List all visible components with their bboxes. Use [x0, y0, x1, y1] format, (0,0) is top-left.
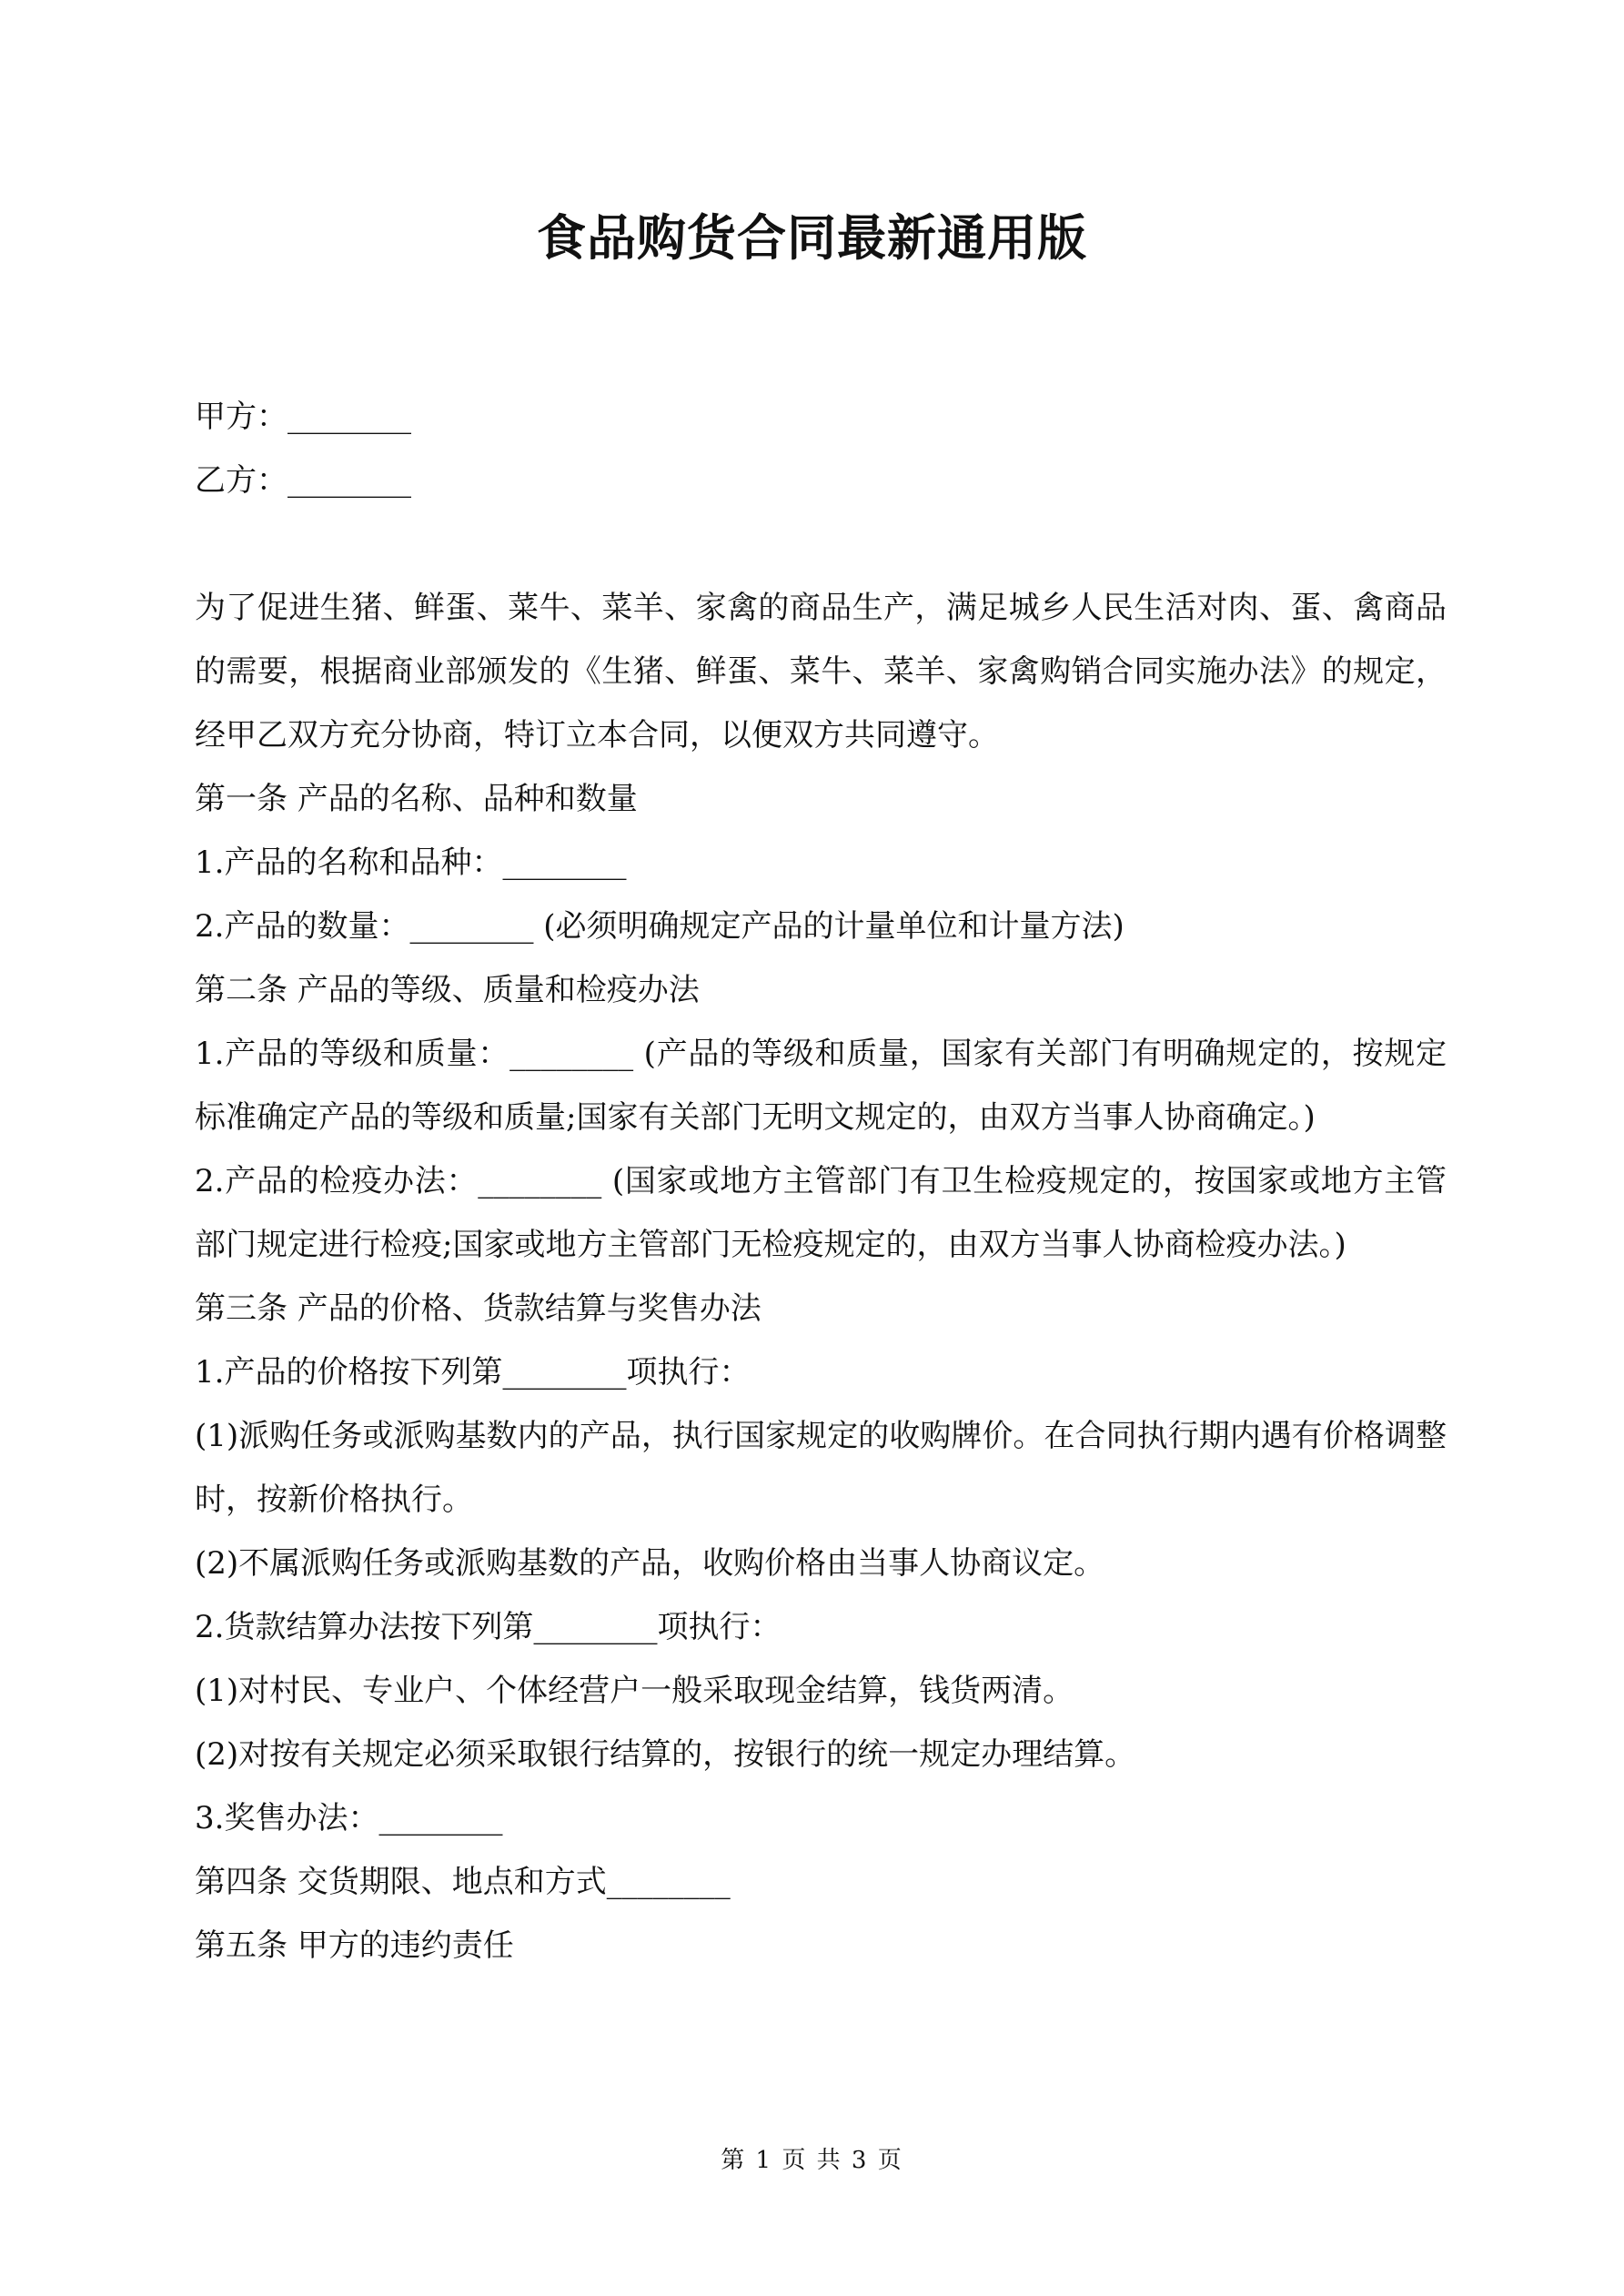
article-3-heading: 第三条 产品的价格、货款结算与奖售办法 — [195, 1290, 762, 1327]
article-2-item-1: 1.产品的等级和质量：________ (产品的等级和质量，国家有关部门有明确规定的，按规定标准确定产品的等级和质量;国家有关部门无明文规定的，由双方当事人协商确定。) — [195, 1036, 1447, 1136]
document-title: 食品购货合同最新通用版 — [537, 209, 1087, 267]
document-body — [195, 385, 1447, 1977]
preamble-paragraph: 为了促进生猪、鲜蛋、菜牛、菜羊、家禽的商品生产，满足城乡人民生活对肉、蛋、禽商品的需要，根据商业部颁发的《生猪、鲜蛋、菜牛、菜羊、家禽购销合同实施办法》的规定，经甲乙双方充分协商，特订立本合同，以便双方共同遵守。 — [195, 590, 1447, 754]
article-3-item-1-option-1: (1)派购任务或派购基数内的产品，执行国家规定的收购牌价。在合同执行期内遇有价格调整时，按新价格执行。 — [195, 1418, 1447, 1518]
article-2-item-2: 2.产品的检疫办法：________ (国家或地方主管部门有卫生检疫规定的，按国家或地方主管部门规定进行检疫;国家或地方主管部门无检疫规定的，由双方当事人协商检疫办法。) — [195, 1163, 1447, 1263]
article-4-heading: 第四条 交货期限、地点和方式________ — [195, 1864, 731, 1900]
paragraph-spacer — [195, 512, 1447, 576]
article-3-item-2: 2.货款结算办法按下列第________项执行： — [195, 1609, 782, 1645]
article-5-heading: 第五条 甲方的违约责任 — [195, 1927, 514, 1964]
article-3-item-1-option-2: (2)不属派购任务或派购基数的产品，收购价格由当事人协商议定。 — [195, 1545, 1105, 1582]
party-a-line: 甲方：________ — [195, 399, 411, 435]
article-3-item-2-option-2: (2)对按有关规定必须采取银行结算的，按银行的统一规定办理结算。 — [195, 1736, 1136, 1773]
article-1-heading: 第一条 产品的名称、品种和数量 — [195, 781, 638, 817]
article-3-item-1: 1.产品的价格按下列第________项执行： — [195, 1354, 751, 1391]
article-2-heading: 第二条 产品的等级、质量和检疫办法 — [195, 972, 700, 1008]
article-3-item-2-option-1: (1)对村民、专业户、个体经营户一般采取现金结算，钱货两清。 — [195, 1673, 1074, 1709]
article-1-item-1: 1.产品的名称和品种：________ — [195, 845, 627, 881]
party-b-line: 乙方：________ — [195, 462, 411, 499]
article-1-item-2: 2.产品的数量：________ (必须明确规定产品的计量单位和计量方法) — [195, 908, 1125, 945]
article-3-item-3: 3.奖售办法：________ — [195, 1800, 503, 1836]
page-footer: 第 1 页 共 3 页 — [721, 2147, 903, 2174]
